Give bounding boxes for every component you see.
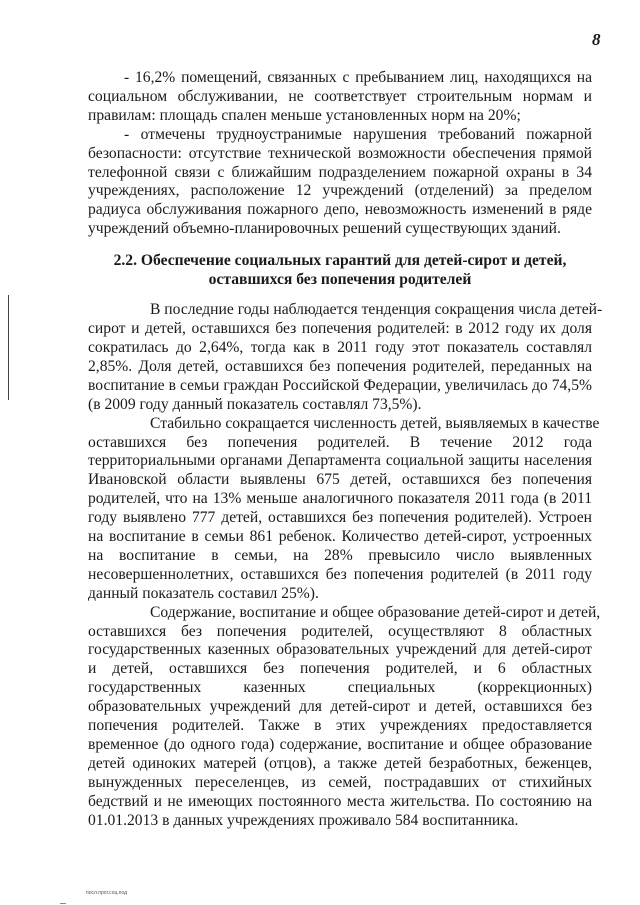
- text-line: родителей, что на 13% меньше аналогичного показателя 2011 года (в 2011: [88, 490, 592, 508]
- text-line: году выявлено 777 детей, оставшихся без попечения родителей). Устроен: [88, 509, 592, 527]
- text-line: радиуса обслуживания пожарного депо, невозможность изменений в ряде: [88, 201, 592, 219]
- paragraph: [88, 126, 592, 239]
- text-line: бедствий и не имеющих постоянного места жительства. По состоянию на: [88, 792, 592, 810]
- text-line: данный показатель составил 25%).: [88, 584, 319, 602]
- text-line: правилам: площадь спален меньше установленных норм на 20%;: [88, 106, 521, 124]
- text-line: безопасности: отсутствие технической возможности обеспечения прямой: [88, 144, 592, 162]
- text-line: учреждениях, расположение 12 учреждений (отделений) за пределом: [88, 182, 592, 200]
- document-body: [88, 69, 603, 831]
- text-line: учреждений объемно-планировочных решений существующих зданий.: [88, 220, 561, 238]
- text-line: попечения родителей. Также в этих учреждениях предоставляется: [88, 717, 592, 735]
- text-line: оставшихся без попечения родителей. В течение 2012 года: [88, 433, 592, 451]
- text-line: сирот и детей, оставшихся без попечения родителей: в 2012 году их доля: [88, 320, 592, 338]
- paragraph: [88, 69, 592, 126]
- text-line: В последние годы наблюдается тенденция сокращения числа детей-: [150, 301, 603, 319]
- text-line: сократилась до 2,64%, тогда как в 2011 году этот показатель составлял: [88, 338, 592, 356]
- text-line: Содержание, воспитание и общее образование детей-сирот и детей,: [150, 603, 601, 621]
- text-line: - 16,2% помещений, связанных с пребыванием лиц, находящихся на: [124, 69, 592, 86]
- text-line: государственных казенных образовательных учреждений для детей-сирот: [88, 641, 592, 659]
- text-line: государственных казенных специальных (коррекционных): [88, 679, 592, 697]
- text-line: воспитание в семьи граждан Российской Федерации, увеличилась до 74,5%: [88, 376, 592, 394]
- text-line: (в 2009 году данный показатель составлял 73,5%).: [88, 395, 422, 413]
- page-number: 8: [592, 30, 601, 49]
- text-line: 2,85%. Доля детей, оставшихся без попечения родителей, переданных на: [88, 357, 592, 375]
- paragraph: [88, 301, 603, 414]
- text-line: - отмечены трудноустранимые нарушения требований пожарной: [124, 125, 592, 143]
- text-line: на воспитание в семьи, на 28% превысило число выявленных: [88, 546, 592, 564]
- paragraph: [88, 603, 601, 831]
- text-line: на воспитание в семьи 861 ребенок. Количество детей-сирот, устроенных: [88, 528, 592, 546]
- section-heading-line-2: оставшихся без попечения родителей: [208, 270, 472, 288]
- footer-filename: посл.прог.соц.под: [86, 890, 128, 896]
- text-line: и детей, оставшихся без попечения родителей, и 6 областных: [88, 660, 592, 678]
- paragraph: [88, 414, 600, 604]
- section-heading: [88, 252, 592, 289]
- top-text-block: [88, 69, 592, 239]
- section-heading-line-1: 2.2. Обеспечение социальных гарантий для детей-сирот и детей,: [113, 252, 567, 270]
- text-line: социальном обслуживании, не соответствует строительным нормам и: [88, 87, 592, 105]
- text-line: Ивановской области выявлены 675 детей, оставшихся без попечения: [88, 471, 592, 489]
- text-line: телефонной связи с ближайшим подразделением пожарной охраны в 34: [88, 163, 592, 181]
- text-line: Стабильно сокращается численность детей, выявляемых в качестве: [150, 414, 600, 432]
- text-line: оставшихся без попечения родителей, осуществляют 8 областных: [88, 622, 592, 640]
- body-text-block: [88, 301, 603, 830]
- text-line: территориальными органами Департамента социальной защиты населения: [88, 452, 592, 470]
- text-line: временное (до одного года) содержание, воспитание и общее образование: [88, 736, 592, 753]
- margin-mark: [8, 295, 9, 400]
- text-line: 01.01.2013 в данных учреждениях проживало 584 воспитанника.: [88, 811, 519, 829]
- text-line: детей одиноких матерей (отцов), а также детей безработных, беженцев,: [88, 754, 592, 772]
- text-line: вынужденных переселенцев, из семей, пострадавших от стихийных: [88, 773, 592, 791]
- text-line: образовательных учреждений для детей-сирот и детей, оставшихся без: [88, 698, 592, 716]
- scan-mark: [60, 903, 66, 904]
- text-line: несовершеннолетних, оставшихся без попечения родителей (в 2011 году: [88, 565, 592, 583]
